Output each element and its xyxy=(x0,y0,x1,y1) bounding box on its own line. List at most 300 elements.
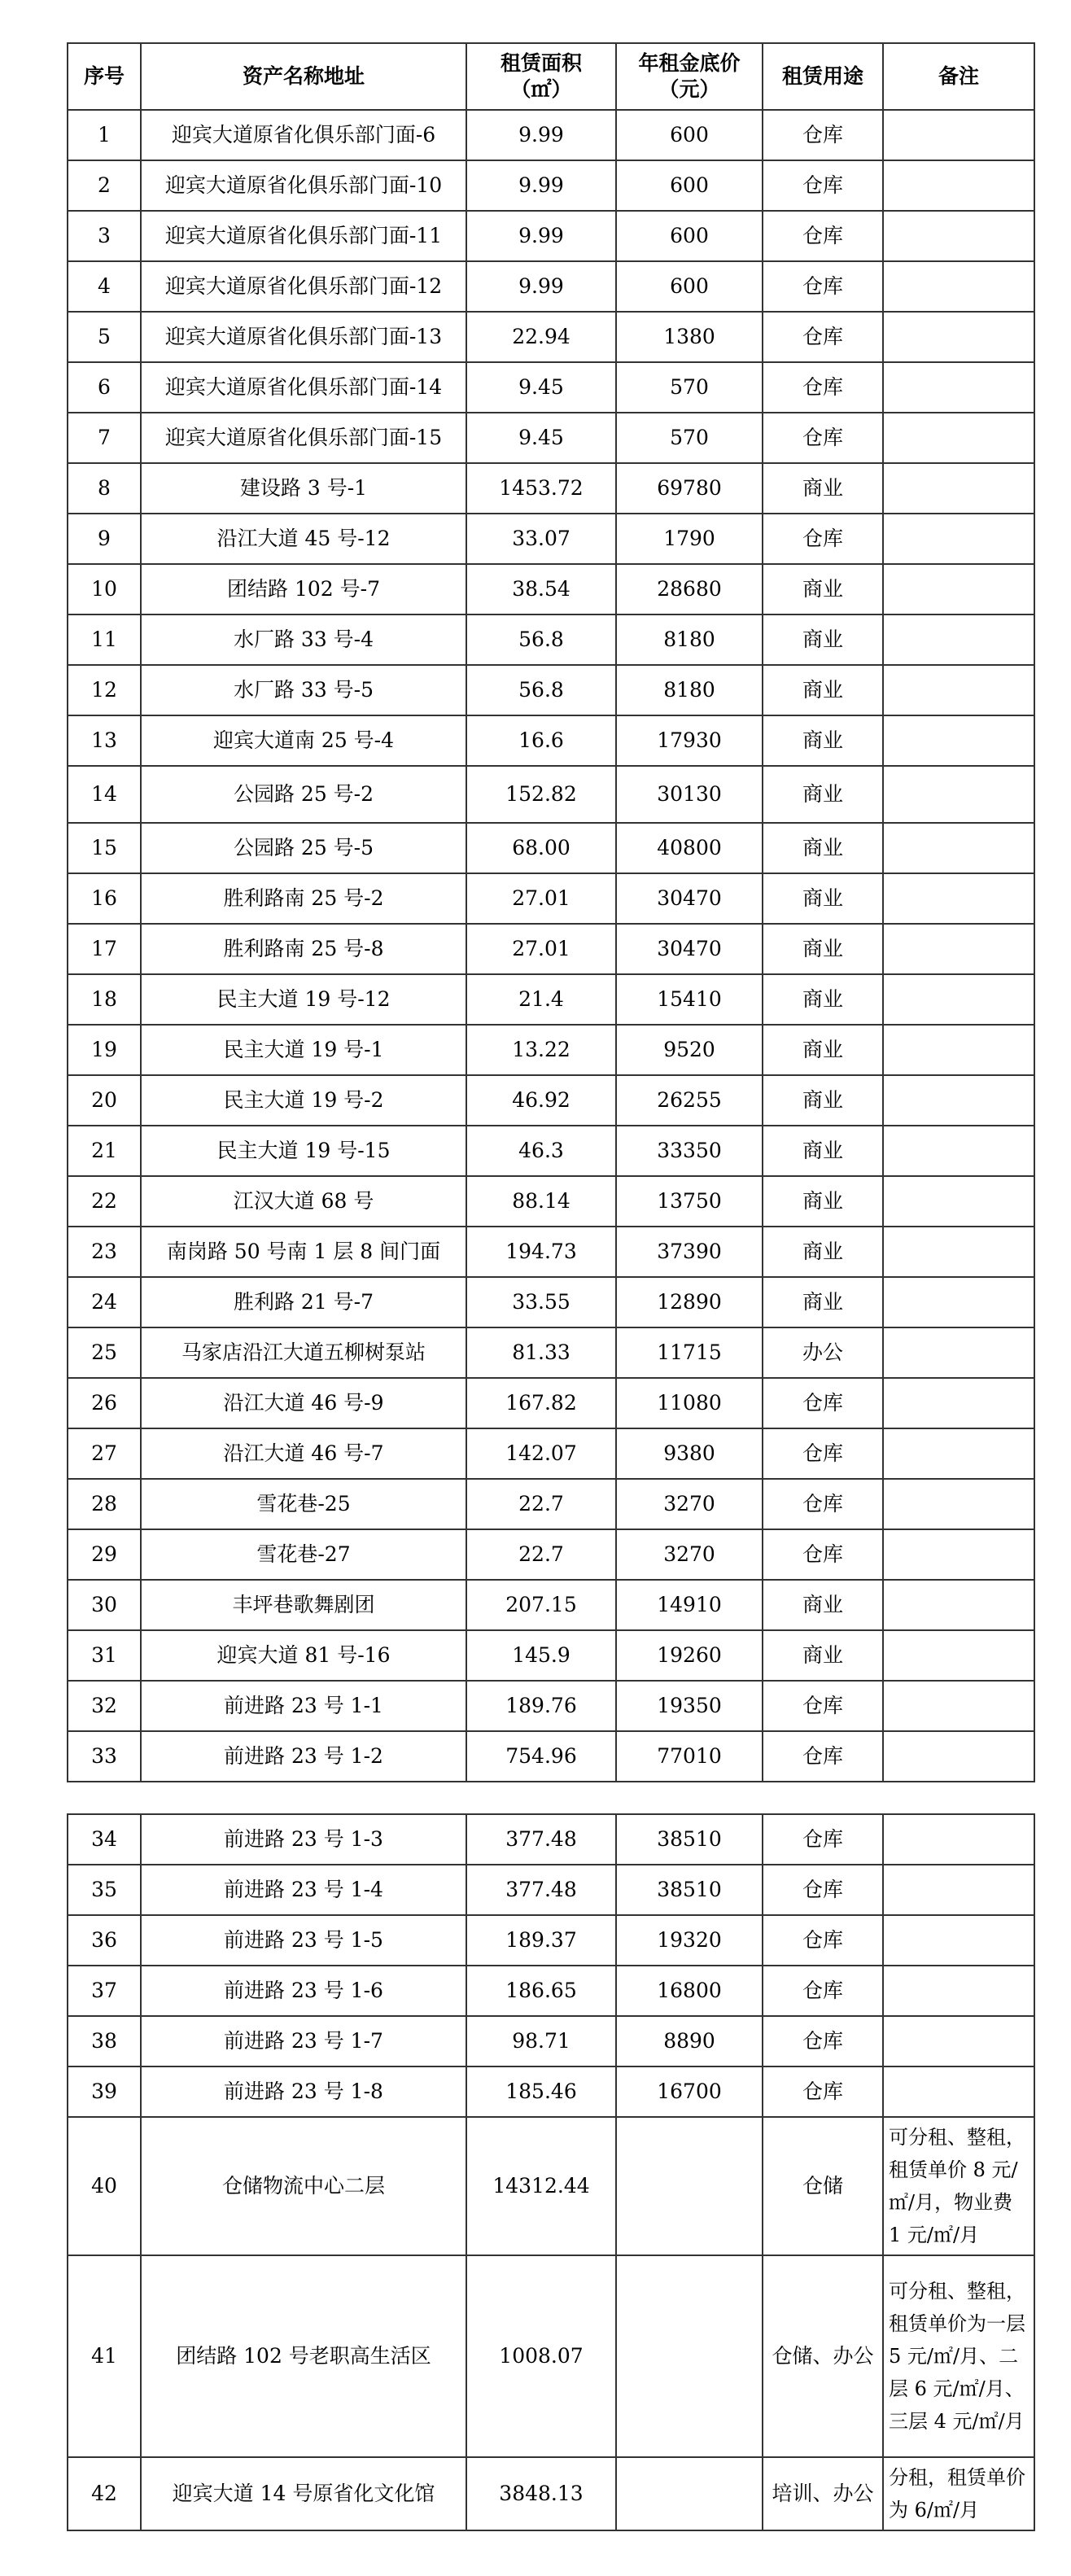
row-index-cell: 28 xyxy=(68,1479,141,1529)
row-index-cell: 1 xyxy=(68,110,141,160)
row-index-cell: 30 xyxy=(68,1580,141,1630)
remark-cell xyxy=(883,1966,1034,2016)
table-row xyxy=(68,1428,1034,1479)
table-row xyxy=(68,1529,1034,1580)
annual-rent-cell: 8890 xyxy=(616,2016,763,2066)
remark-cell xyxy=(883,823,1034,873)
lease-use-cell: 商业 xyxy=(763,564,883,614)
asset-name-cell: 前进路 23 号 1-4 xyxy=(141,1865,466,1915)
asset-name-cell: 民主大道 19 号-12 xyxy=(141,974,466,1025)
row-index-cell: 3 xyxy=(68,211,141,261)
row-index-cell: 38 xyxy=(68,2016,141,2066)
row-index-cell: 24 xyxy=(68,1277,141,1327)
asset-name-cell: 迎宾大道原省化俱乐部门面-10 xyxy=(141,160,466,211)
asset-name-cell: 仓储物流中心二层 xyxy=(141,2117,466,2255)
asset-name-cell: 沿江大道 45 号-12 xyxy=(141,514,466,564)
lease-use-cell: 仓库 xyxy=(763,1966,883,2016)
lease-use-cell: 仓库 xyxy=(763,110,883,160)
table-row xyxy=(68,514,1034,564)
lease-area-cell: 1453.72 xyxy=(466,463,616,514)
remark-cell xyxy=(883,1580,1034,1630)
lease-area-cell: 9.99 xyxy=(466,211,616,261)
annual-rent-cell: 12890 xyxy=(616,1277,763,1327)
annual-rent-cell: 17930 xyxy=(616,715,763,766)
asset-name-cell: 胜利路 21 号-7 xyxy=(141,1277,466,1327)
annual-rent-cell: 30130 xyxy=(616,766,763,823)
asset-name-cell: 建设路 3 号-1 xyxy=(141,463,466,514)
remark-cell xyxy=(883,2066,1034,2117)
table-row xyxy=(68,413,1034,463)
table-row xyxy=(68,2016,1034,2066)
lease-use-cell: 商业 xyxy=(763,463,883,514)
table-row xyxy=(68,211,1034,261)
annual-rent-cell: 9520 xyxy=(616,1025,763,1075)
annual-rent-cell: 26255 xyxy=(616,1075,763,1126)
row-index-cell: 19 xyxy=(68,1025,141,1075)
asset-name-cell: 迎宾大道原省化俱乐部门面-12 xyxy=(141,261,466,312)
lease-use-cell: 仓库 xyxy=(763,211,883,261)
table-row xyxy=(68,312,1034,362)
lease-use-cell: 商业 xyxy=(763,974,883,1025)
asset-name-cell: 沿江大道 46 号-7 xyxy=(141,1428,466,1479)
lease-use-cell: 办公 xyxy=(763,1327,883,1378)
lease-use-cell: 仓储、办公 xyxy=(763,2255,883,2457)
remark-cell: 分租，租赁单价为 6/㎡/月 xyxy=(883,2457,1034,2530)
lease-use-cell: 商业 xyxy=(763,1176,883,1227)
lease-area-cell: 27.01 xyxy=(466,924,616,974)
lease-use-cell: 商业 xyxy=(763,1227,883,1277)
row-index-cell: 25 xyxy=(68,1327,141,1378)
lease-area-cell: 98.71 xyxy=(466,2016,616,2066)
annual-rent-cell: 11715 xyxy=(616,1327,763,1378)
remark-cell xyxy=(883,2016,1034,2066)
asset-name-cell: 迎宾大道 81 号-16 xyxy=(141,1630,466,1681)
lease-use-cell: 商业 xyxy=(763,924,883,974)
table-row xyxy=(68,1479,1034,1529)
asset-name-cell: 前进路 23 号 1-8 xyxy=(141,2066,466,2117)
row-index-cell: 11 xyxy=(68,614,141,665)
row-index-cell: 2 xyxy=(68,160,141,211)
annual-rent-cell: 19320 xyxy=(616,1915,763,1966)
lease-area-cell: 9.45 xyxy=(466,362,616,413)
row-index-cell: 27 xyxy=(68,1428,141,1479)
table-row xyxy=(68,2255,1034,2457)
asset-name-cell: 迎宾大道原省化俱乐部门面-11 xyxy=(141,211,466,261)
remark-cell xyxy=(883,1227,1034,1277)
row-index-cell: 14 xyxy=(68,766,141,823)
asset-name-cell: 迎宾大道原省化俱乐部门面-13 xyxy=(141,312,466,362)
table-row xyxy=(68,1277,1034,1327)
asset-name-cell: 前进路 23 号 1-1 xyxy=(141,1681,466,1731)
header-price xyxy=(616,43,763,110)
lease-area-cell: 186.65 xyxy=(466,1966,616,2016)
table-row xyxy=(68,1126,1034,1176)
remark-cell xyxy=(883,211,1034,261)
lease-area-cell: 142.07 xyxy=(466,1428,616,1479)
remark-cell xyxy=(883,1327,1034,1378)
lease-area-cell: 22.7 xyxy=(466,1479,616,1529)
asset-name-cell: 胜利路南 25 号-8 xyxy=(141,924,466,974)
row-index-cell: 6 xyxy=(68,362,141,413)
annual-rent-cell xyxy=(616,2457,763,2530)
lease-use-cell: 商业 xyxy=(763,1630,883,1681)
header-price-line1: 年租金底价 xyxy=(638,50,741,75)
annual-rent-cell: 3270 xyxy=(616,1479,763,1529)
annual-rent-cell: 30470 xyxy=(616,924,763,974)
lease-area-cell: 33.07 xyxy=(466,514,616,564)
table-row xyxy=(68,614,1034,665)
annual-rent-cell: 14910 xyxy=(616,1580,763,1630)
lease-table-part1 xyxy=(67,42,1035,1782)
lease-area-cell: 14312.44 xyxy=(466,2117,616,2255)
lease-area-cell: 185.46 xyxy=(466,2066,616,2117)
asset-name-cell: 公园路 25 号-2 xyxy=(141,766,466,823)
lease-area-cell: 22.94 xyxy=(466,312,616,362)
lease-area-cell: 68.00 xyxy=(466,823,616,873)
header-use: 租赁用途 xyxy=(763,43,883,110)
row-index-cell: 36 xyxy=(68,1915,141,1966)
lease-area-cell: 46.3 xyxy=(466,1126,616,1176)
lease-use-cell: 商业 xyxy=(763,1580,883,1630)
lease-area-cell: 33.55 xyxy=(466,1277,616,1327)
annual-rent-cell: 1790 xyxy=(616,514,763,564)
remark-cell xyxy=(883,1075,1034,1126)
asset-name-cell: 团结路 102 号-7 xyxy=(141,564,466,614)
remark-cell xyxy=(883,924,1034,974)
row-index-cell: 15 xyxy=(68,823,141,873)
asset-name-cell: 前进路 23 号 1-2 xyxy=(141,1731,466,1782)
row-index-cell: 16 xyxy=(68,873,141,924)
annual-rent-cell: 69780 xyxy=(616,463,763,514)
remark-cell xyxy=(883,1681,1034,1731)
row-index-cell: 13 xyxy=(68,715,141,766)
asset-name-cell: 丰坪巷歌舞剧团 xyxy=(141,1580,466,1630)
header-area-unit: （㎡） xyxy=(510,77,572,101)
table-row xyxy=(68,463,1034,514)
annual-rent-cell xyxy=(616,2117,763,2255)
lease-area-cell: 1008.07 xyxy=(466,2255,616,2457)
lease-area-cell: 13.22 xyxy=(466,1025,616,1075)
annual-rent-cell: 8180 xyxy=(616,614,763,665)
lease-table-part2 xyxy=(67,1813,1035,2531)
lease-use-cell: 商业 xyxy=(763,1277,883,1327)
lease-area-cell: 9.99 xyxy=(466,110,616,160)
annual-rent-cell: 9380 xyxy=(616,1428,763,1479)
remark-cell xyxy=(883,564,1034,614)
annual-rent-cell: 3270 xyxy=(616,1529,763,1580)
row-index-cell: 4 xyxy=(68,261,141,312)
remark-cell xyxy=(883,312,1034,362)
lease-use-cell: 仓库 xyxy=(763,261,883,312)
lease-use-cell: 商业 xyxy=(763,823,883,873)
lease-area-cell: 56.8 xyxy=(466,614,616,665)
annual-rent-cell: 33350 xyxy=(616,1126,763,1176)
row-index-cell: 10 xyxy=(68,564,141,614)
asset-name-cell: 民主大道 19 号-15 xyxy=(141,1126,466,1176)
lease-area-cell: 27.01 xyxy=(466,873,616,924)
remark-cell xyxy=(883,110,1034,160)
remark-cell xyxy=(883,413,1034,463)
asset-name-cell: 水厂路 33 号-4 xyxy=(141,614,466,665)
table-row xyxy=(68,1865,1034,1915)
lease-area-cell: 46.92 xyxy=(466,1075,616,1126)
asset-name-cell: 南岗路 50 号南 1 层 8 间门面 xyxy=(141,1227,466,1277)
row-index-cell: 34 xyxy=(68,1814,141,1865)
lease-use-cell: 仓库 xyxy=(763,2066,883,2117)
row-index-cell: 12 xyxy=(68,665,141,715)
header-area-line1: 租赁面积 xyxy=(500,50,582,75)
annual-rent-cell: 38510 xyxy=(616,1814,763,1865)
remark-cell xyxy=(883,766,1034,823)
asset-name-cell: 民主大道 19 号-2 xyxy=(141,1075,466,1126)
header-remark: 备注 xyxy=(883,43,1034,110)
table-row xyxy=(68,2457,1034,2530)
table-row xyxy=(68,1915,1034,1966)
lease-area-cell: 88.14 xyxy=(466,1176,616,1227)
lease-area-cell: 9.45 xyxy=(466,413,616,463)
row-index-cell: 40 xyxy=(68,2117,141,2255)
row-index-cell: 29 xyxy=(68,1529,141,1580)
row-index-cell: 22 xyxy=(68,1176,141,1227)
remark-cell xyxy=(883,1428,1034,1479)
annual-rent-cell: 600 xyxy=(616,211,763,261)
table-row xyxy=(68,1580,1034,1630)
row-index-cell: 23 xyxy=(68,1227,141,1277)
annual-rent-cell: 1380 xyxy=(616,312,763,362)
table-row xyxy=(68,160,1034,211)
row-index-cell: 35 xyxy=(68,1865,141,1915)
asset-name-cell: 迎宾大道 14 号原省化文化馆 xyxy=(141,2457,466,2530)
asset-name-cell: 江汉大道 68 号 xyxy=(141,1176,466,1227)
annual-rent-cell: 13750 xyxy=(616,1176,763,1227)
annual-rent-cell: 40800 xyxy=(616,823,763,873)
table-row xyxy=(68,974,1034,1025)
table-row xyxy=(68,715,1034,766)
asset-name-cell: 公园路 25 号-5 xyxy=(141,823,466,873)
remark-cell xyxy=(883,1731,1034,1782)
remark-cell xyxy=(883,665,1034,715)
row-index-cell: 5 xyxy=(68,312,141,362)
asset-name-cell: 迎宾大道南 25 号-4 xyxy=(141,715,466,766)
table-row xyxy=(68,1327,1034,1378)
annual-rent-cell: 600 xyxy=(616,261,763,312)
lease-area-cell: 56.8 xyxy=(466,665,616,715)
lease-use-cell: 商业 xyxy=(763,766,883,823)
asset-name-cell: 雪花巷-27 xyxy=(141,1529,466,1580)
remark-cell xyxy=(883,1126,1034,1176)
remark-cell xyxy=(883,514,1034,564)
table-row xyxy=(68,2117,1034,2255)
row-index-cell: 20 xyxy=(68,1075,141,1126)
header-name: 资产名称地址 xyxy=(141,43,466,110)
row-index-cell: 26 xyxy=(68,1378,141,1428)
remark-cell xyxy=(883,362,1034,413)
remark-cell xyxy=(883,1865,1034,1915)
lease-area-cell: 16.6 xyxy=(466,715,616,766)
annual-rent-cell: 15410 xyxy=(616,974,763,1025)
asset-name-cell: 迎宾大道原省化俱乐部门面-6 xyxy=(141,110,466,160)
lease-area-cell: 3848.13 xyxy=(466,2457,616,2530)
lease-use-cell: 仓库 xyxy=(763,1428,883,1479)
remark-cell xyxy=(883,1479,1034,1529)
asset-name-cell: 迎宾大道原省化俱乐部门面-14 xyxy=(141,362,466,413)
table-row xyxy=(68,110,1034,160)
lease-use-cell: 仓库 xyxy=(763,362,883,413)
lease-use-cell: 商业 xyxy=(763,873,883,924)
table-row xyxy=(68,823,1034,873)
row-index-cell: 7 xyxy=(68,413,141,463)
remark-cell xyxy=(883,1814,1034,1865)
table-row xyxy=(68,1966,1034,2016)
row-index-cell: 41 xyxy=(68,2255,141,2457)
table-row xyxy=(68,2066,1034,2117)
lease-use-cell: 商业 xyxy=(763,1025,883,1075)
annual-rent-cell: 600 xyxy=(616,160,763,211)
lease-use-cell: 仓库 xyxy=(763,312,883,362)
remark-cell: 可分租、整租，租赁单价 8 元/㎡/月，物业费 1 元/㎡/月 xyxy=(883,2117,1034,2255)
lease-use-cell: 仓库 xyxy=(763,1814,883,1865)
lease-use-cell: 商业 xyxy=(763,1126,883,1176)
remark-cell xyxy=(883,1915,1034,1966)
annual-rent-cell: 37390 xyxy=(616,1227,763,1277)
lease-use-cell: 仓库 xyxy=(763,413,883,463)
row-index-cell: 31 xyxy=(68,1630,141,1681)
row-index-cell: 8 xyxy=(68,463,141,514)
table-row xyxy=(68,1630,1034,1681)
remark-cell xyxy=(883,873,1034,924)
lease-use-cell: 商业 xyxy=(763,1075,883,1126)
remark-cell xyxy=(883,1529,1034,1580)
remark-cell xyxy=(883,1630,1034,1681)
row-index-cell: 17 xyxy=(68,924,141,974)
lease-area-cell: 38.54 xyxy=(466,564,616,614)
table-row xyxy=(68,1025,1034,1075)
annual-rent-cell: 16700 xyxy=(616,2066,763,2117)
row-index-cell: 39 xyxy=(68,2066,141,2117)
row-index-cell: 33 xyxy=(68,1731,141,1782)
asset-name-cell: 民主大道 19 号-1 xyxy=(141,1025,466,1075)
lease-area-cell: 194.73 xyxy=(466,1227,616,1277)
annual-rent-cell: 38510 xyxy=(616,1865,763,1915)
table-header-row xyxy=(68,43,1034,110)
header-index: 序号 xyxy=(68,43,141,110)
lease-area-cell: 377.48 xyxy=(466,1865,616,1915)
table-row xyxy=(68,665,1034,715)
annual-rent-cell: 28680 xyxy=(616,564,763,614)
lease-use-cell: 仓库 xyxy=(763,1681,883,1731)
annual-rent-cell: 11080 xyxy=(616,1378,763,1428)
annual-rent-cell: 30470 xyxy=(616,873,763,924)
lease-area-cell: 22.7 xyxy=(466,1529,616,1580)
lease-use-cell: 培训、办公 xyxy=(763,2457,883,2530)
row-index-cell: 9 xyxy=(68,514,141,564)
lease-use-cell: 仓库 xyxy=(763,1865,883,1915)
annual-rent-cell: 600 xyxy=(616,110,763,160)
remark-cell xyxy=(883,974,1034,1025)
annual-rent-cell: 570 xyxy=(616,413,763,463)
asset-name-cell: 迎宾大道原省化俱乐部门面-15 xyxy=(141,413,466,463)
table-row xyxy=(68,1075,1034,1126)
row-index-cell: 42 xyxy=(68,2457,141,2530)
lease-area-cell: 145.9 xyxy=(466,1630,616,1681)
table-row xyxy=(68,1227,1034,1277)
row-index-cell: 18 xyxy=(68,974,141,1025)
asset-name-cell: 沿江大道 46 号-9 xyxy=(141,1378,466,1428)
lease-area-cell: 9.99 xyxy=(466,160,616,211)
lease-use-cell: 仓库 xyxy=(763,1915,883,1966)
annual-rent-cell xyxy=(616,2255,763,2457)
row-index-cell: 32 xyxy=(68,1681,141,1731)
asset-name-cell: 胜利路南 25 号-2 xyxy=(141,873,466,924)
lease-use-cell: 商业 xyxy=(763,614,883,665)
remark-cell xyxy=(883,261,1034,312)
annual-rent-cell: 19350 xyxy=(616,1681,763,1731)
lease-area-cell: 21.4 xyxy=(466,974,616,1025)
remark-cell xyxy=(883,463,1034,514)
remark-cell xyxy=(883,1277,1034,1327)
lease-use-cell: 商业 xyxy=(763,665,883,715)
table-row xyxy=(68,362,1034,413)
asset-name-cell: 水厂路 33 号-5 xyxy=(141,665,466,715)
table-row xyxy=(68,873,1034,924)
remark-cell xyxy=(883,1025,1034,1075)
table-row xyxy=(68,1681,1034,1731)
annual-rent-cell: 16800 xyxy=(616,1966,763,2016)
remark-cell xyxy=(883,614,1034,665)
asset-name-cell: 前进路 23 号 1-6 xyxy=(141,1966,466,2016)
asset-name-cell: 前进路 23 号 1-3 xyxy=(141,1814,466,1865)
lease-use-cell: 仓库 xyxy=(763,1529,883,1580)
header-price-unit: （元） xyxy=(658,77,720,101)
table-row xyxy=(68,564,1034,614)
table-row xyxy=(68,766,1034,823)
asset-name-cell: 雪花巷-25 xyxy=(141,1479,466,1529)
lease-area-cell: 167.82 xyxy=(466,1378,616,1428)
asset-name-cell: 马家店沿江大道五柳树泵站 xyxy=(141,1327,466,1378)
lease-area-cell: 377.48 xyxy=(466,1814,616,1865)
remark-cell xyxy=(883,1176,1034,1227)
lease-area-cell: 189.37 xyxy=(466,1915,616,1966)
row-index-cell: 37 xyxy=(68,1966,141,2016)
lease-area-cell: 152.82 xyxy=(466,766,616,823)
remark-cell xyxy=(883,1378,1034,1428)
asset-name-cell: 前进路 23 号 1-5 xyxy=(141,1915,466,1966)
lease-use-cell: 仓库 xyxy=(763,2016,883,2066)
annual-rent-cell: 570 xyxy=(616,362,763,413)
asset-name-cell: 团结路 102 号老职高生活区 xyxy=(141,2255,466,2457)
table-row xyxy=(68,261,1034,312)
lease-use-cell: 仓库 xyxy=(763,1731,883,1782)
table-row xyxy=(68,1176,1034,1227)
table-row xyxy=(68,1814,1034,1865)
annual-rent-cell: 8180 xyxy=(616,665,763,715)
remark-cell: 可分租、整租，租赁单价为一层 5 元/㎡/月、二层 6 元/㎡/月、三层 4 元/㎡/月 xyxy=(883,2255,1034,2457)
header-area xyxy=(466,43,616,110)
annual-rent-cell: 19260 xyxy=(616,1630,763,1681)
remark-cell xyxy=(883,715,1034,766)
lease-area-cell: 9.99 xyxy=(466,261,616,312)
lease-use-cell: 仓库 xyxy=(763,160,883,211)
lease-area-cell: 81.33 xyxy=(466,1327,616,1378)
table-row xyxy=(68,924,1034,974)
lease-use-cell: 仓库 xyxy=(763,1378,883,1428)
asset-name-cell: 前进路 23 号 1-7 xyxy=(141,2016,466,2066)
lease-area-cell: 189.76 xyxy=(466,1681,616,1731)
annual-rent-cell: 77010 xyxy=(616,1731,763,1782)
remark-cell xyxy=(883,160,1034,211)
lease-area-cell: 207.15 xyxy=(466,1580,616,1630)
table-row xyxy=(68,1378,1034,1428)
